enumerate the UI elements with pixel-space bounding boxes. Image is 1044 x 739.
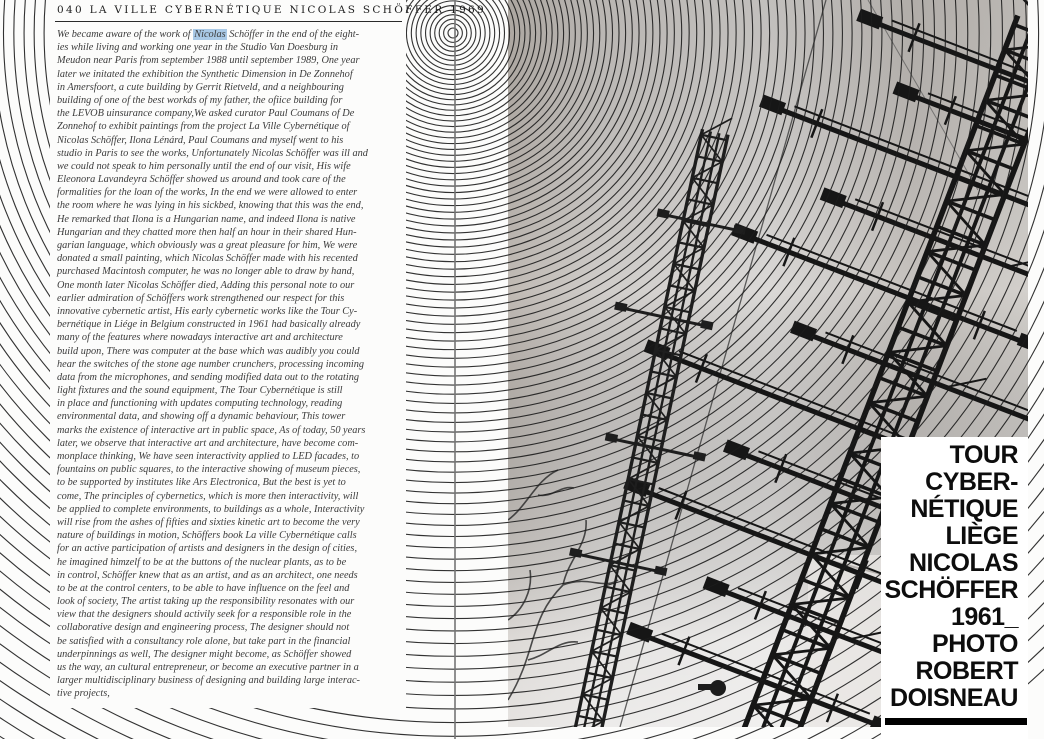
article-line: for an active participation of artists and designers in the design of cities, bbox=[57, 543, 358, 555]
article-line: donated a small painting, which Nicolas Schöffer made with his recented bbox=[57, 253, 358, 265]
photo-caption-box bbox=[881, 437, 1028, 739]
article-line: Meudon near Paris from september 1988 until september 1989, One year bbox=[57, 55, 360, 67]
article-line: will rise from the ashes of fifties and sixties kinetic art to become the very bbox=[57, 516, 360, 528]
article-line: bernétique in Liége in Belgium constructed in 1961 had basically already bbox=[57, 319, 361, 331]
article-line: light fixtures and the sound equipment, The Tour Cybernétique is still bbox=[57, 385, 343, 397]
header-rule bbox=[55, 21, 402, 22]
caption-line: LIÈGE bbox=[945, 522, 1018, 550]
article-line: formalities for the loan of the works, In the end we were allowed to enter bbox=[57, 187, 358, 199]
article-line: look of society, The artist taking up the responsibility resonates with our bbox=[57, 596, 355, 608]
article-line: data from the microphones, and sending modified data out to the rotating bbox=[57, 371, 360, 383]
article-line: fountains on public squares, to the interactive showing of museum pieces, bbox=[57, 464, 361, 476]
article-line: later we initated the exhibition the Synthetic Dimension in De Zonnehof bbox=[57, 68, 353, 80]
caption-underline-bar bbox=[885, 718, 1027, 725]
article-line: marks the existence of interactive art in public space, As of today, 50 years bbox=[57, 424, 366, 436]
article-line: many of the features where nowadays interactive art and architecture bbox=[57, 332, 343, 344]
article-line: to be at the control centers, to be able to have influence on the feel and bbox=[57, 582, 350, 594]
article-line: hear the switches of the stone age number crunchers, processing incoming bbox=[57, 358, 365, 370]
article-line: in control, Schöffer knew that as an artist, and as an architect, one needs bbox=[57, 569, 358, 581]
article-line: nature of buildings in motion, Schöffers book La ville Cybernétique calls bbox=[57, 530, 357, 542]
caption-line: TOUR bbox=[949, 441, 1018, 469]
caption-line: CYBER- bbox=[925, 468, 1018, 496]
article-line: tive projects, bbox=[57, 688, 110, 700]
article-line: garian language, which obviously was a great pleasure for him, We were bbox=[57, 240, 358, 251]
article-line: studio in Paris to see the works, Unfortunately Nicolas Schöffer was ill and bbox=[57, 147, 368, 159]
article-line: Nicolas Schöffer, Ilona Lénárd, Paul Coumans and myself went to his bbox=[57, 134, 344, 146]
article-line: environmental data, and showing off a dynamic behaviour, This tower bbox=[57, 411, 346, 423]
text-selection-highlight: Nicolas bbox=[194, 29, 226, 40]
article-line: One month later Nicolas Schöffer died, Adding this personal note to our bbox=[57, 279, 355, 291]
article-line: We became aware of the work of Nicolas Schöffer in the end of the eight- bbox=[57, 29, 360, 40]
caption-line: DOISNEAU bbox=[890, 684, 1018, 712]
page-header: 040 LA VILLE CYBERNÉTIQUE NICOLAS SCHÖFFER 1969 bbox=[57, 4, 487, 16]
article-line: ies while living and working one year in the Studio Van Doesburg in bbox=[57, 42, 339, 54]
article-line: be satisfied with a consultancy role alone, but take part in the financial bbox=[57, 635, 351, 647]
article-line: come, The principles of cybernetics, which is more then interactivity, will bbox=[57, 490, 359, 502]
article-line: monplace thinking, We have seen interactivity applied to LED facades, to bbox=[57, 451, 360, 462]
left-page-panel bbox=[50, 0, 487, 708]
article-line: in place and functioning with updates computing technology, reading bbox=[57, 398, 343, 410]
article-line: earlier admiration of Schöffers work strengthened our respect for this bbox=[57, 292, 345, 304]
article-line: us the way, an cultural entrepreneur, or become an executive partner in a bbox=[57, 662, 359, 673]
article-line: he imagined himzelf to be at the buttons of the nuclear plants, as to be bbox=[57, 556, 347, 568]
article-line: Eleonora Lavandeyra Schöffer showed us around and took care of the bbox=[57, 174, 346, 186]
article-line: Zonnehof to exhibit paintings from the project La Ville Cybernétique of bbox=[57, 121, 350, 133]
caption-line: NÉTIQUE bbox=[910, 495, 1018, 523]
caption-lines bbox=[885, 442, 1019, 712]
caption-line: PHOTO bbox=[932, 630, 1018, 658]
article-line: build upon, There was computer at the base which was audibly you could bbox=[57, 345, 360, 357]
article-line: the room where he was lying in his sickbed, knowing that this was the end, bbox=[57, 200, 364, 212]
article-text bbox=[57, 28, 406, 701]
article-line: He remarked that Ilona is a Hungarian name, and indeed Ilona is native bbox=[57, 213, 356, 225]
article-line: collaborative design and engineering process, The designer should not bbox=[57, 622, 350, 634]
caption-line: ROBERT bbox=[915, 657, 1018, 685]
caption-line: 1961_ bbox=[950, 603, 1018, 631]
article-line: building of one of the best workds of my father, the ofiice building for bbox=[57, 94, 343, 106]
article-line: larger multidisciplinary business of designing and building large interac- bbox=[57, 675, 360, 687]
article-line: be applied to complete environments, to buildings as a whole, Interactivity bbox=[57, 503, 365, 515]
article-line: Hungarian and they chatted more then half an hour in their shared Hun- bbox=[57, 226, 357, 238]
article-line: underpinnings as well, The designer might become, as Schöffer showed bbox=[57, 648, 352, 660]
article-line: later, we observe that interactive art and architecture, have become com- bbox=[57, 437, 359, 449]
caption-line: SCHÖFFER bbox=[884, 576, 1018, 604]
article-line: to be supported by institutes like Ars Electronica, But the best is yet to bbox=[57, 477, 346, 489]
caption-line: NICOLAS bbox=[909, 549, 1018, 577]
article-line: in Amersfoort, a cute building by Gerrit Rietveld, and a neighbouring bbox=[57, 81, 344, 93]
article-line: purchased Macintosh computer, he was no longer able to draw by hand, bbox=[57, 266, 355, 278]
article-line: the LEVOB uinsurance company,We asked curator Paul Coumans of De bbox=[57, 108, 355, 120]
article-line: view that the designers should activily seek for a responsible role in the bbox=[57, 609, 352, 621]
article-line: we could not speak to him personally until the end of our visit, His wife bbox=[57, 160, 351, 172]
article-line: innovative cybernetic artist, His early cybernetic works like the Tour Cy- bbox=[57, 305, 358, 317]
